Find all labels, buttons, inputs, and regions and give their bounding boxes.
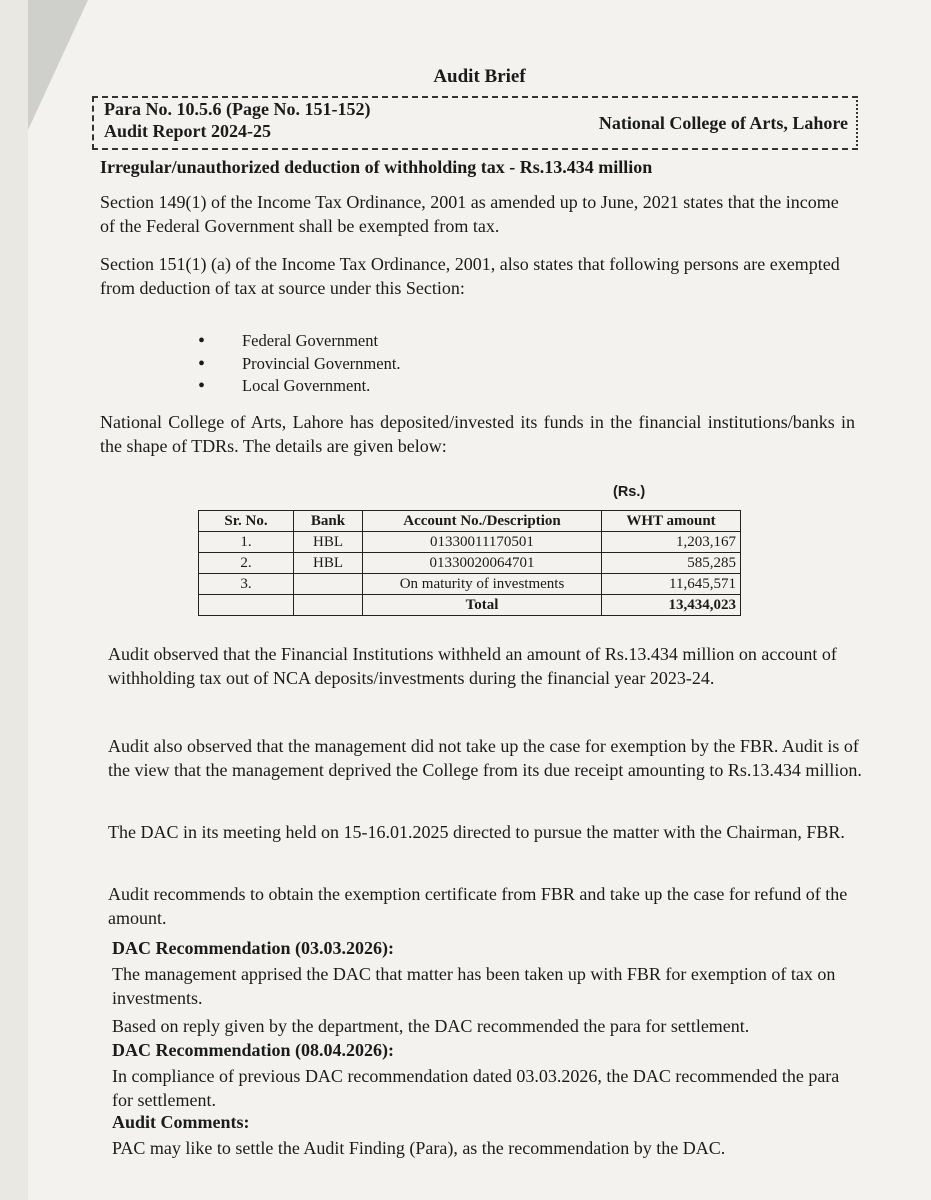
col-bank: Bank (294, 511, 363, 532)
header-box (92, 96, 858, 150)
document-page (28, 0, 931, 1200)
paragraph-section-149: Section 149(1) of the Income Tax Ordinance, 2001 as amended up to June, 2021 states that the income of the Federal Government shall be exempted from tax. (100, 192, 839, 236)
cell-account: 01330011170501 (363, 532, 602, 553)
audit-comments-text: PAC may like to settle the Audit Finding (Para), as the recommendation by the DAC. (112, 1138, 726, 1158)
doc-title: Audit Brief (433, 66, 526, 87)
finding-heading: Irregular/unauthorized deduction of withholding tax - Rs.13.434 million (100, 157, 653, 177)
col-account: Account No./Description (363, 511, 602, 532)
table-row (199, 553, 741, 574)
dac-recommendation-1-text: The management apprised the DAC that matter has been taken up with FBR for exemption of tax on investments. (112, 964, 836, 1008)
list-item: • Local Government. (198, 375, 401, 398)
wht-table (198, 510, 741, 616)
page-fold (28, 0, 88, 130)
cell-sr: 2. (199, 553, 294, 574)
cell-empty (294, 595, 363, 616)
cell-amount: 1,203,167 (602, 532, 741, 553)
dac-recommendation-2-heading: DAC Recommendation (08.04.2026): (112, 1040, 394, 1060)
paragraph-recommendation: Audit recommends to obtain the exemption certificate from FBR and take up the case for refund of the amount. (108, 884, 848, 928)
list-item: • Provincial Government. (198, 353, 401, 376)
dac-recommendation-1-settlement: Based on reply given by the department, the DAC recommended the para for settlement. (112, 1016, 750, 1036)
paragraph-tdr-details: National College of Arts, Lahore has deposited/invested its funds in the financial institutions/banks in the shape of TDRs. The details are given below: (100, 412, 855, 456)
col-wht-amount: WHT amount (602, 511, 741, 532)
audit-report-year: Audit Report 2024-25 (104, 121, 271, 141)
cell-amount: 585,285 (602, 553, 741, 574)
table-total-row (199, 595, 741, 616)
dac-recommendation-2-text: In compliance of previous DAC recommendation dated 03.03.2026, the DAC recommended the para for settlement. (112, 1066, 840, 1110)
cell-empty (199, 595, 294, 616)
paragraph-audit-observed: Audit observed that the Financial Institutions withheld an amount of Rs.13.434 million on account of withholding tax out of NCA deposits/investments during the financial year 2023-24. (108, 644, 837, 688)
cell-sr: 3. (199, 574, 294, 595)
cell-amount: 11,645,571 (602, 574, 741, 595)
dac-recommendation-1-heading: DAC Recommendation (03.03.2026): (112, 938, 394, 958)
cell-account: 01330020064701 (363, 553, 602, 574)
cell-bank (294, 574, 363, 595)
cell-sr: 1. (199, 532, 294, 553)
cell-account: On maturity of investments (363, 574, 602, 595)
cell-bank: HBL (294, 553, 363, 574)
table-row (199, 532, 741, 553)
table-unit: (Rs.) (613, 484, 646, 500)
list-item: • Federal Government (198, 330, 401, 353)
cell-bank: HBL (294, 532, 363, 553)
col-sr-no: Sr. No. (199, 511, 294, 532)
audit-comments-heading: Audit Comments: (112, 1112, 250, 1132)
exempted-persons-list (198, 330, 401, 398)
organization-name: National College of Arts, Lahore (598, 113, 848, 133)
paragraph-audit-view: Audit also observed that the management did not take up the case for exemption by the FBR. Audit is of the view that the management deprived the College from its due receipt amounting to Rs.13.434 million. (108, 736, 862, 780)
table-row (199, 574, 741, 595)
total-value: 13,434,023 (602, 595, 741, 616)
para-number: Para No. 10.5.6 (Page No. 151-152) (104, 99, 371, 119)
paragraph-section-151: Section 151(1) (a) of the Income Tax Ordinance, 2001, also states that following persons are exempted from deduction of tax at source under this Section: (100, 254, 840, 298)
paragraph-dac-meeting: The DAC in its meeting held on 15-16.01.2025 directed to pursue the matter with the Chairman, FBR. (108, 822, 845, 842)
total-label: Total (363, 595, 602, 616)
table-header-row (199, 511, 741, 532)
